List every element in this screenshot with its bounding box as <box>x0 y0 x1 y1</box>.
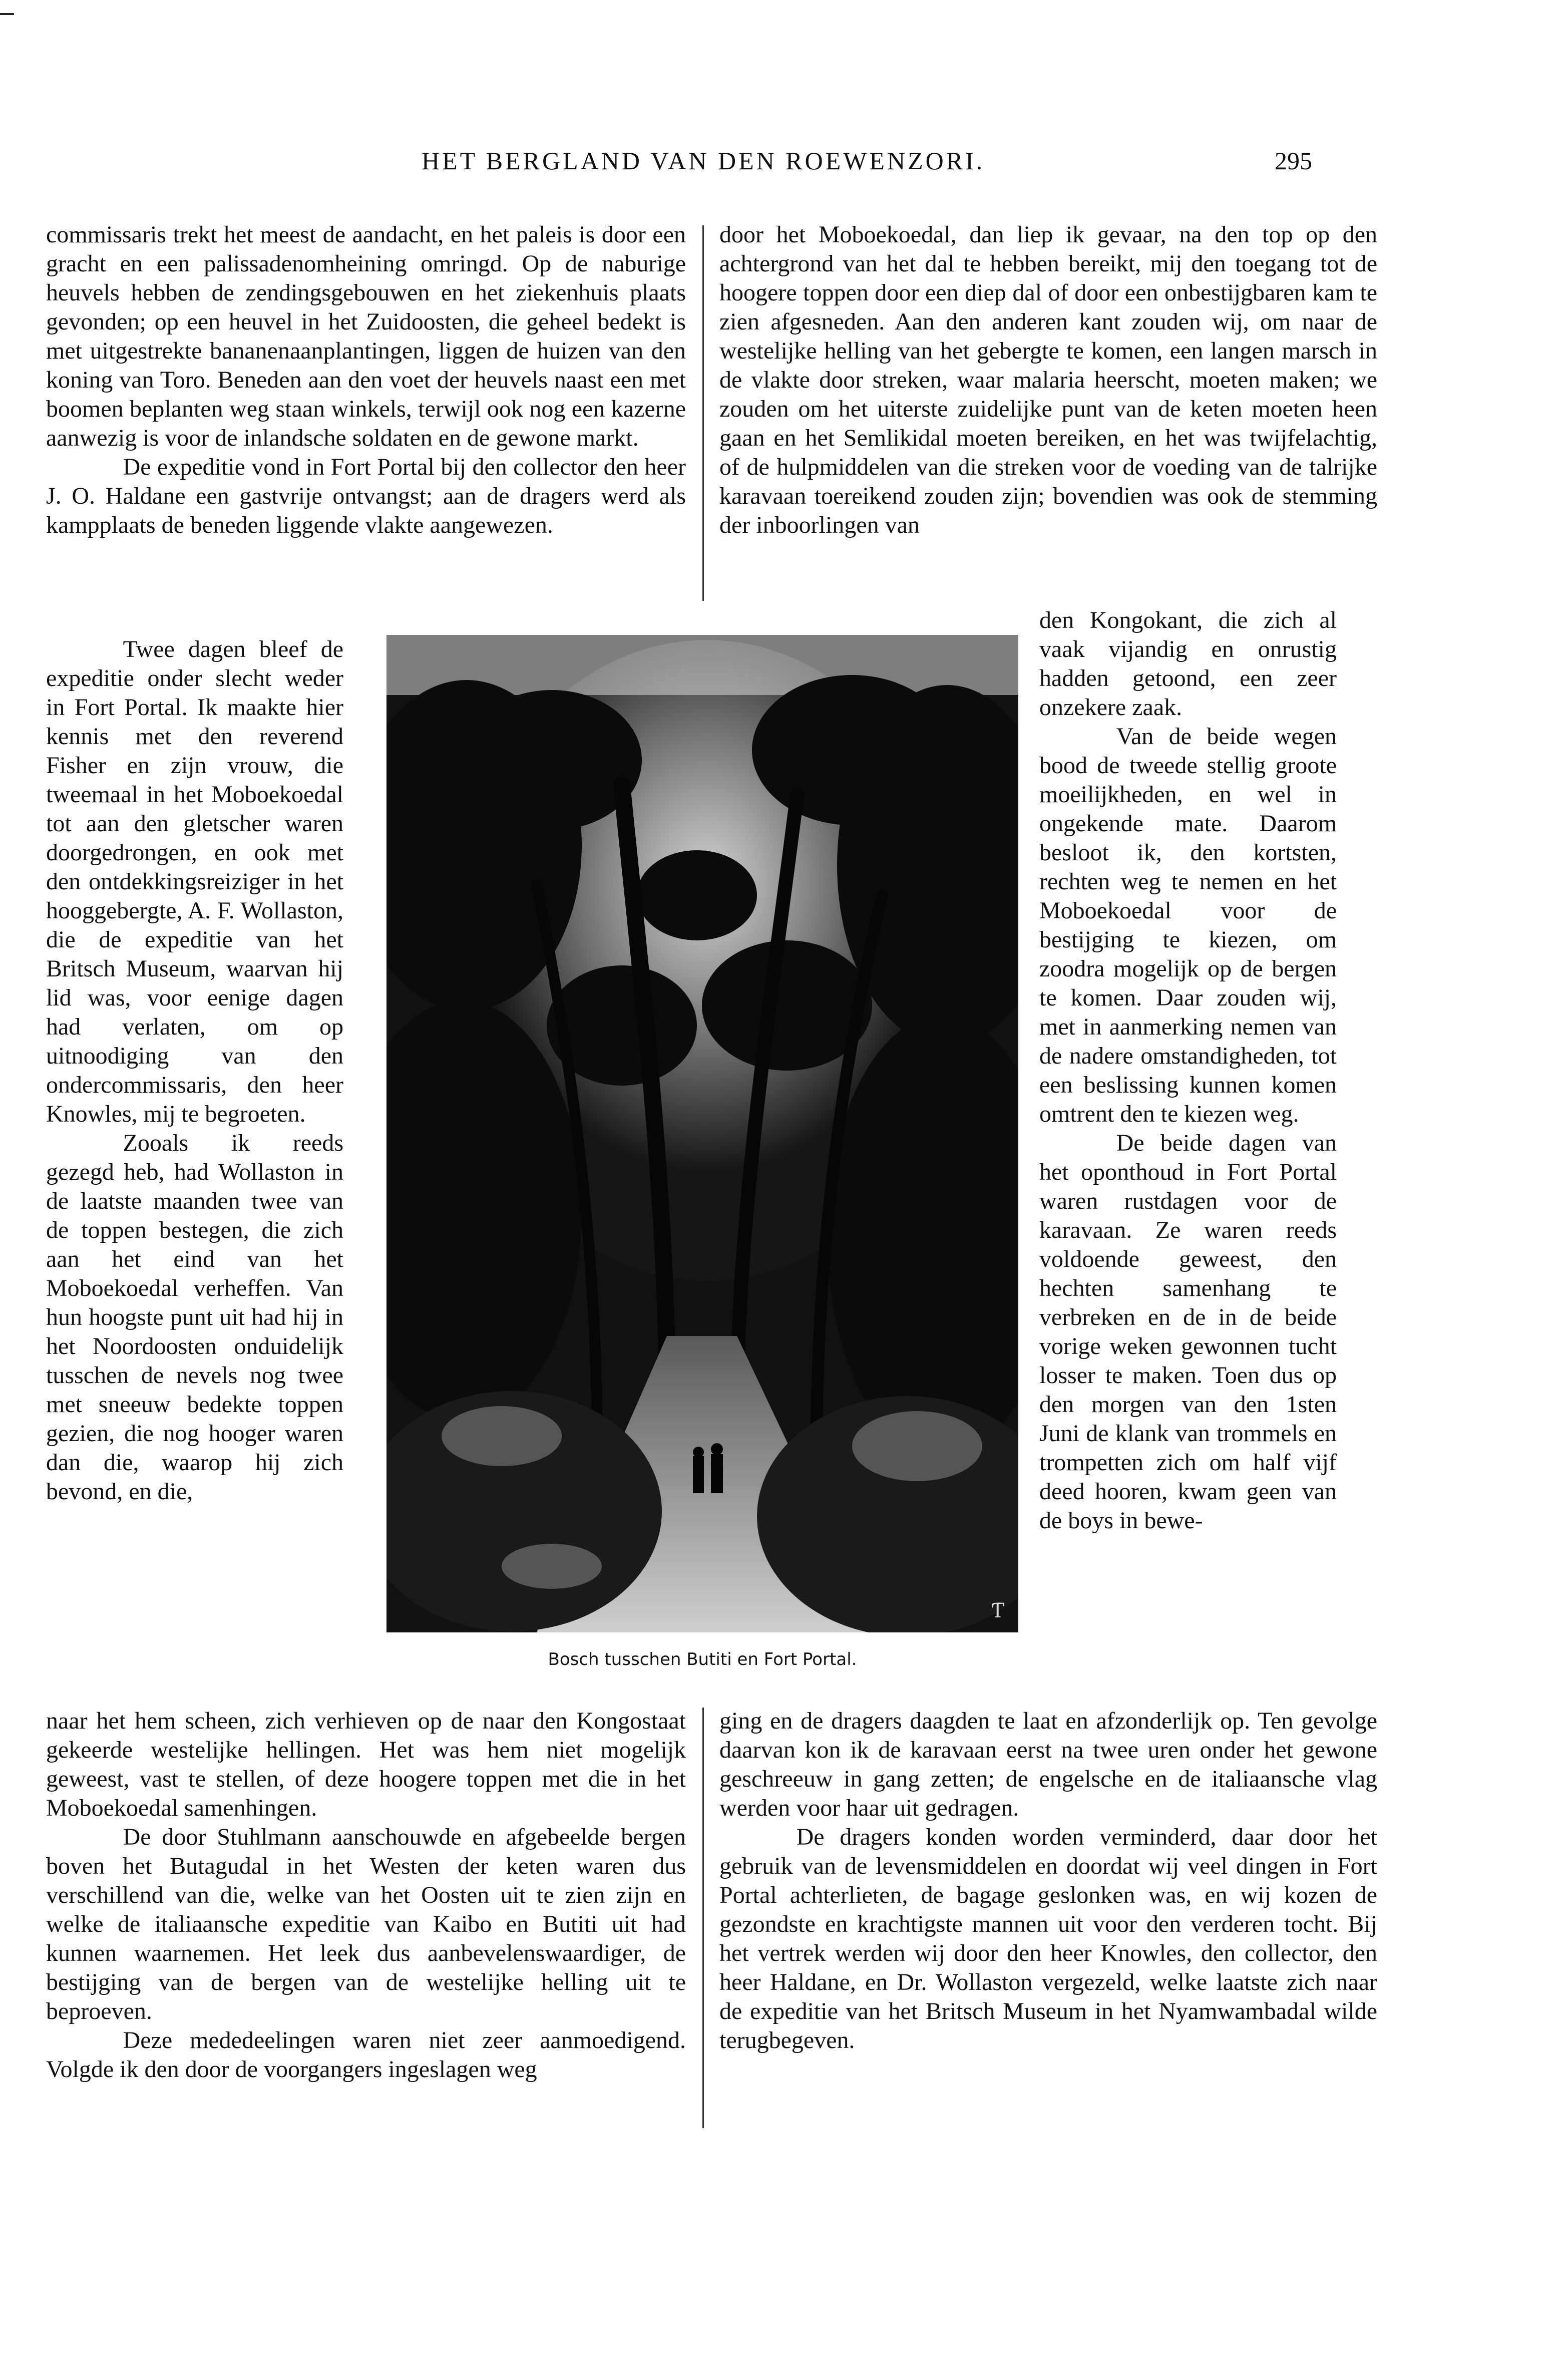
forest-path-engraving-icon <box>386 635 1018 1632</box>
left-column-narrow <box>46 635 343 1506</box>
page-corner-mark <box>0 13 14 15</box>
column-divider <box>702 1708 704 2128</box>
paragraph: den Kongokant, die zich al vaak vijandig en onrustig hadden getoond, een zeer onzekere zaak. <box>1039 607 1337 721</box>
paragraph: ging en de dragers daagden te laat en afzonderlijk op. Ten gevolge daarvan kon ik de karavaan eerst na twee uren onder het gewone geschreeuw in gang zetten; de engelsche en de italiaansche vlag werden voor haar uit gedragen. <box>719 1708 1377 1821</box>
left-column-bottom <box>46 1707 686 2084</box>
forest-path-image <box>386 635 1018 1632</box>
paragraph: Twee dagen bleef de expeditie onder slecht weder in Fort Portal. Ik maakte hier kennis met den reverend Fisher en zijn vrouw, die tweemaal in het Moboekoedal tot aan den gletscher waren doorgedrongen, en ook met den ontdekkingsreiziger in het hooggebergte, A. F. Wollaston, die de expeditie van het Britsch Museum, waarvan hij lid was, voor eenige dagen had verlaten, om op uitnoodiging van den ondercommissaris, den heer Knowles, mij te begroeten. <box>46 636 343 1127</box>
right-column-top <box>719 220 1377 540</box>
engraver-signature: Ƭ <box>991 1599 1004 1622</box>
paragraph: door het Moboekoedal, dan liep ik gevaar, na den top op den achtergrond van het dal te hebben bereikt, mij den toegang tot de hoogere toppen door een diep dal of door een onbestijgbaren kam te zien afgesneden. Aan den anderen kant zouden wij, om naar de westelijke helling van het gebergte te komen, een langen marsch in de vlakte door streken, waar malaria heerscht, moeten maken; we zouden om het uiterste zuidelijke punt van de keten moeten heen gaan en het Semlikidal moeten bereiken, en het was twijfelachtig, of de hulpmiddelen van die streken voor de voeding van de talrijke karavaan toereikend zouden zijn; bovendien was ook de stemming der inboorlingen van <box>719 221 1377 538</box>
right-column-narrow <box>1039 606 1337 1535</box>
paragraph: Van de beide wegen bood de tweede stellig groote moeilijkheden, en wel in ongekende mate. Daarom besloot ik, den kortsten, rechten weg te nemen en het Moboekoedal voor de bestijging te kiezen, om zoodra mogelijk op de bergen te komen. Daar zouden wij, met in aanmerking nemen van de nadere omstandigheden, tot een beslissing kunnen komen omtrent den te kiezen weg. <box>1039 723 1337 1127</box>
running-title: HET BERGLAND VAN DEN ROEWENZORI. <box>422 147 985 175</box>
paragraph: De door Stuhlmann aanschouwde en afgebeelde bergen boven het Butagudal in het Westen der keten waren dus verschillend van die, welke van het Oosten uit te zien zijn en welke de italiaansche expeditie van Kaibo en Butiti uit had kunnen waarnemen. Het leek dus aanbevelenswaardiger, de bestijging van de bergen van de westelijke helling uit te beproeven. <box>46 1824 686 2024</box>
figure-caption: Bosch tusschen Butiti en Fort Portal. <box>548 1649 857 1669</box>
paragraph: De dragers konden worden verminderd, daar door het gebruik van de levensmiddelen en doordat wij veel dingen in Fort Portal achterlieten, de bagage geslonken was, en wij kozen de gezondste en krachtigste mannen uit voor den verderen tocht. Bij het vertrek werden wij door den heer Knowles, den collector, den heer Haldane, en Dr. Wollaston vergezeld, welke laatste zich naar de expeditie van het Britsch Museum in het Nyamwambadal wilde terugbegeven. <box>719 1824 1377 2054</box>
paragraph: Deze mededeelingen waren niet zeer aanmoedigend. Volgde ik den door de voorgangers ingeslagen weg <box>46 2027 686 2083</box>
paragraph: Zooals ik reeds gezegd heb, had Wollaston in de laatste maanden twee van de toppen bestegen, die zich aan het eind van het Moboekoedal verheffen. Van hun hoogste punt uit had hij in het Noordoosten onduidelijk tusschen de nevels nog twee met sneeuw bedekte toppen gezien, die nog hooger waren dan die, waarop hij zich bevond, en die, <box>46 1130 343 1505</box>
paragraph: commissaris trekt het meest de aandacht, en het paleis is door een gracht en een palissadenomheining omringd. Op de naburige heuvels hebben de zendingsgebouwen en het ziekenhuis plaats gevonden; op een heuvel in het Zuidoosten, die geheel bedekt is met uitgestrekte bananenaanplantingen, liggen de huizen van den koning van Toro. Beneden aan den voet der heuvels naast een met boomen beplanten weg staan winkels, terwijl ook nog een kazerne aanwezig is voor de inlandsche soldaten en de gewone markt. <box>46 221 686 451</box>
right-column-bottom <box>719 1707 1377 2055</box>
paragraph: naar het hem scheen, zich verhieven op de naar den Kongostaat gekeerde westelijke hellingen. Het was hem niet mogelijk geweest, vast te stellen, of deze hoogere toppen met die in het Moboekoedal samenhingen. <box>46 1708 686 1821</box>
page-number: 295 <box>1275 147 1312 175</box>
paragraph: De beide dagen van het oponthoud in Fort Portal waren rustdagen voor de karavaan. Ze waren reeds voldoende geweest, den hechten samenhang te verbreken en de in de beide vorige weken gewonnen tucht losser te maken. Toen dus op den morgen van den 1sten Juni de klank van trommels en trompetten zich om half vijf deed hooren, kwam geen van de boys in bewe- <box>1039 1130 1337 1534</box>
paragraph: De expeditie vond in Fort Portal bij den collector den heer J. O. Haldane een gastvrije ontvangst; aan de dragers werd als kampplaats de beneden liggende vlakte aangewezen. <box>46 454 686 538</box>
left-column-top <box>46 220 686 540</box>
column-divider <box>702 225 704 601</box>
